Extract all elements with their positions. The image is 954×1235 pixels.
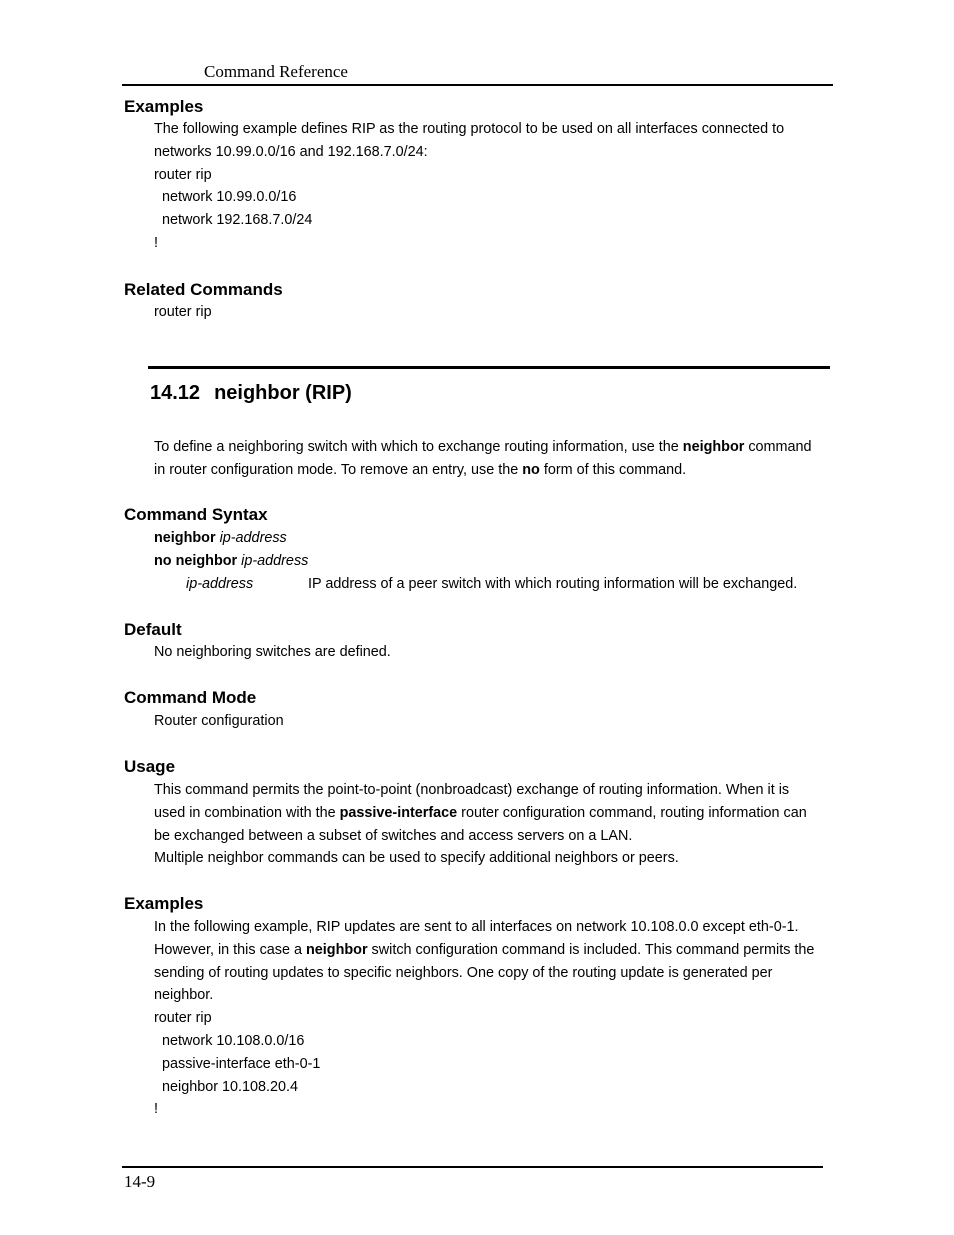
usage-line: This command permits the point-to-point (nonbroadcast) exchange of routing information. When it is	[154, 782, 790, 798]
desc-text: command	[744, 439, 812, 455]
examples-text: switch configuration command is included. This command permits the	[367, 941, 815, 958]
related-commands-heading: Related Commands	[124, 280, 283, 299]
syntax-command: neighbor	[154, 530, 216, 546]
desc-text: in router configuration mode. To remove an entry, use the	[154, 461, 523, 478]
command-mode-text: Router configuration	[154, 713, 284, 729]
usage-line: Multiple neighbor commands can be used to specify additional neighbors or peers.	[154, 850, 679, 867]
command-mode-heading: Command Mode	[124, 688, 257, 707]
code-line: router rip	[154, 1010, 212, 1027]
examples-line: sending of routing updates to specific neighbors. One copy of the routing update is generated per	[154, 964, 773, 981]
code-line: router rip	[154, 166, 212, 183]
examples-intro-line: The following example defines RIP as the routing protocol to be used on all interfaces connected to	[154, 121, 785, 137]
related-commands-text: router rip	[154, 304, 212, 320]
default-heading: Default	[124, 620, 182, 639]
section-name: neighbor (RIP)	[214, 382, 352, 404]
command-syntax-body	[154, 527, 308, 573]
footer-rule	[122, 1166, 823, 1168]
code-line: network 192.168.7.0/24	[162, 212, 313, 229]
syntax-argument: ip-address	[219, 530, 287, 546]
page-number: 14-9	[124, 1172, 156, 1191]
running-header: Command Reference	[204, 62, 348, 81]
code-line: passive-interface eth-0-1	[162, 1055, 321, 1072]
code-line: network 10.108.0.0/16	[162, 1032, 305, 1049]
section-rule	[148, 366, 830, 369]
usage-text: used in combination with the	[154, 804, 340, 821]
section-number: 14.12	[150, 382, 201, 404]
section-title	[150, 382, 352, 405]
syntax-argument: ip-address	[241, 552, 309, 569]
desc-text: To define a neighboring switch with which to exchange routing information, use the	[154, 439, 683, 455]
examples-body	[154, 118, 784, 255]
param-name	[186, 573, 253, 596]
code-line: !	[154, 1101, 158, 1118]
desc-keyword: no	[522, 461, 540, 478]
desc-text: form of this command.	[539, 461, 687, 478]
header-rule	[122, 84, 833, 86]
usage-line: be exchanged between a subset of switches and access servers on a LAN.	[154, 827, 633, 844]
default-text: No neighboring switches are defined.	[154, 644, 391, 660]
syntax-command: no neighbor	[154, 552, 238, 569]
section-description	[154, 436, 812, 482]
param-name-text: ip-address	[186, 576, 254, 592]
examples-heading: Examples	[124, 97, 204, 116]
code-line: network 10.99.0.0/16	[162, 189, 297, 206]
usage-keyword: passive-interface	[339, 804, 458, 821]
examples-line: In the following example, RIP updates are sent to all interfaces on network 10.108.0.0 except eth-0-1.	[154, 919, 799, 935]
examples-line: neighbor.	[154, 987, 214, 1004]
command-syntax-heading: Command Syntax	[124, 505, 268, 524]
examples-body-2	[154, 916, 814, 1121]
code-line: !	[154, 234, 158, 251]
param-description: IP address of a peer switch with which routing information will be exchanged.	[308, 576, 798, 592]
usage-body	[154, 779, 807, 870]
examples-heading-2: Examples	[124, 894, 204, 913]
usage-text: router configuration command, routing information can	[457, 804, 807, 821]
examples-text: However, in this case a	[154, 941, 306, 958]
desc-keyword: neighbor	[682, 439, 745, 455]
examples-keyword: neighbor	[305, 941, 368, 958]
examples-intro-line: networks 10.99.0.0/16 and 192.168.7.0/24:	[154, 143, 428, 160]
usage-heading: Usage	[124, 757, 176, 776]
code-line: neighbor 10.108.20.4	[162, 1078, 299, 1095]
